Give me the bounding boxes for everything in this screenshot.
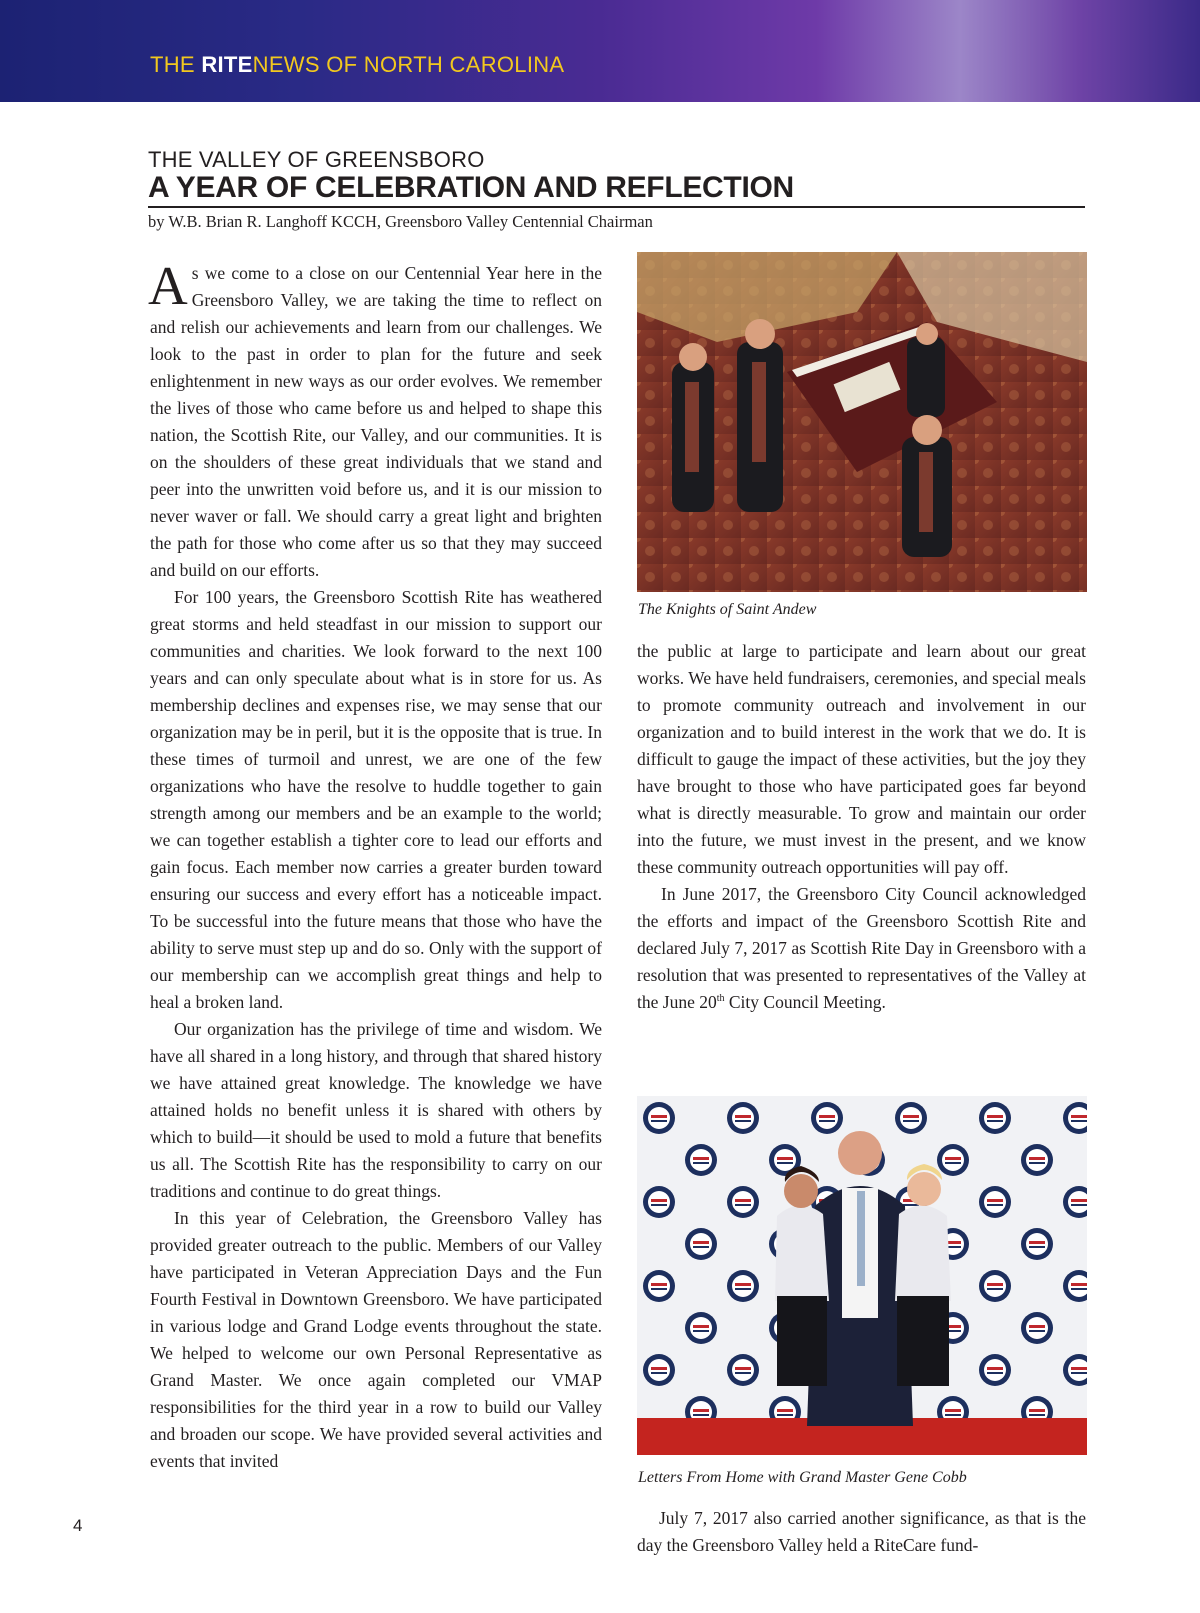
publication-title — [150, 52, 564, 78]
photo-caption-1: The Knights of Saint Andew — [638, 601, 817, 618]
headline-rule — [148, 206, 1085, 208]
paragraph-1-text: s we come to a close on our Centennial Year here in the Greensboro Valley, we are taking the time to reflect on and relish our achievements and learn from our challenges. We look to the past in order to plan for the future and seek enlightenment in new ways as our order evolves. We remember the lives of those who came before us and helped to shape this nation, the Scottish Rite, our Valley, and our communities. It is on the shoulders of these great individuals that we stand and peer into the unwritten void before us, and it is our mission to never waver or fall. We should carry a great light and brighten the path for those who come after us so that they may succeed and build on our efforts. — [150, 263, 602, 580]
photo-caption-2: Letters From Home with Grand Master Gene Cobb — [638, 1469, 967, 1486]
paragraph-1 — [148, 255, 602, 584]
drop-cap: A — [148, 255, 188, 316]
body-column-right-bottom — [637, 1505, 1086, 1559]
masthead-banner — [0, 0, 1200, 102]
paragraph-5 — [637, 881, 1086, 1016]
page-number: 4 — [73, 1516, 83, 1535]
paragraph-6: July 7, 2017 also carried another significance, as that is the day the Greensboro Valley held a RiteCare fund- — [637, 1508, 1086, 1555]
body-column-right-top — [637, 638, 1086, 1016]
paragraph-2: For 100 years, the Greensboro Scottish Rite has weathered great storms and held steadfast in our mission to support our communities and charities. We look forward to the next 100 years and can only speculate about what is in store for us. As membership declines and expenses rise, we may sense that our organization may be in peril, but it is the opposite that is true. In these times of turmoil and unrest, we are one of the few organizations who have the resolve to huddle together to gain strength among our members and be an example to the world; we can together establish a tighter core to lead our efforts and gain focus. Each member now carries a greater burden toward ensuring our success and every effort has a noticeable impact. To be successful into the future means that those who have the ability to serve must step up and do so. Only with the support of our membership can we accomplish great things and help to heal a broken land. — [150, 587, 602, 1012]
paragraph-4: In this year of Celebration, the Greensboro Valley has provided greater outreach to the public. Members of our Valley have participated in Veteran Appreciation Days and the Fun Fourth Festival in Downtown Greensboro. We have participated in various lodge and Grand Lodge events throughout the state. We helped to welcome our own Personal Representative as Grand Master. We once again completed our VMAP responsibilities for the third year in a row to build our Valley and broaden our scope. We have provided several activities and events that invited — [150, 1208, 602, 1471]
article-headline: A YEAR OF CELEBRATION AND REFLECTION — [148, 171, 794, 204]
paragraph-3: Our organization has the privilege of time and wisdom. We have all shared in a long history, and through that shared history we have attained great knowledge. The knowledge we have attained holds no benefit unless it is shared with others by which to build—it should be used to mold a future that benefits us all. The Scottish Rite has the responsibility to carry on our traditions and continue to do great things. — [150, 1019, 602, 1201]
publication-title-bold: RITE — [201, 52, 253, 77]
article-byline: by W.B. Brian R. Langhoff KCCH, Greensboro Valley Centennial Chairman — [148, 212, 653, 231]
paragraph-4-continued: the public at large to participate and learn about our great works. We have held fundraisers, ceremonies, and special meals to promote community outreach and involvement in our organization and to build interest in the work that we do. It is difficult to gauge the impact of these activities, but the joy they have brought to those who have participated goes far beyond what is directly measurable. To grow and maintain our order into the future, we must invest in the present, and we know these community outreach opportunities will pay off. — [637, 641, 1086, 877]
photo-letters-from-home — [637, 1096, 1087, 1455]
publication-title-suffix: NEWS OF NORTH CAROLINA — [252, 52, 565, 77]
publication-title-prefix: THE — [150, 52, 202, 77]
article-kicker: THE VALLEY OF GREENSBORO — [148, 147, 485, 172]
body-column-left — [148, 255, 602, 1475]
photo-knights-of-saint-andrew — [637, 252, 1087, 592]
paragraph-5-end: City Council Meeting. — [724, 992, 886, 1012]
superscript-th: th — [716, 993, 725, 1005]
paragraph-5-text: In June 2017, the Greensboro City Council acknowledged the efforts and impact of the Greensboro Scottish Rite and declared July 7, 2017 as Scottish Rite Day in Greensboro with a resolution that was presented to representatives of the Valley at the June 20 — [637, 884, 1086, 1012]
